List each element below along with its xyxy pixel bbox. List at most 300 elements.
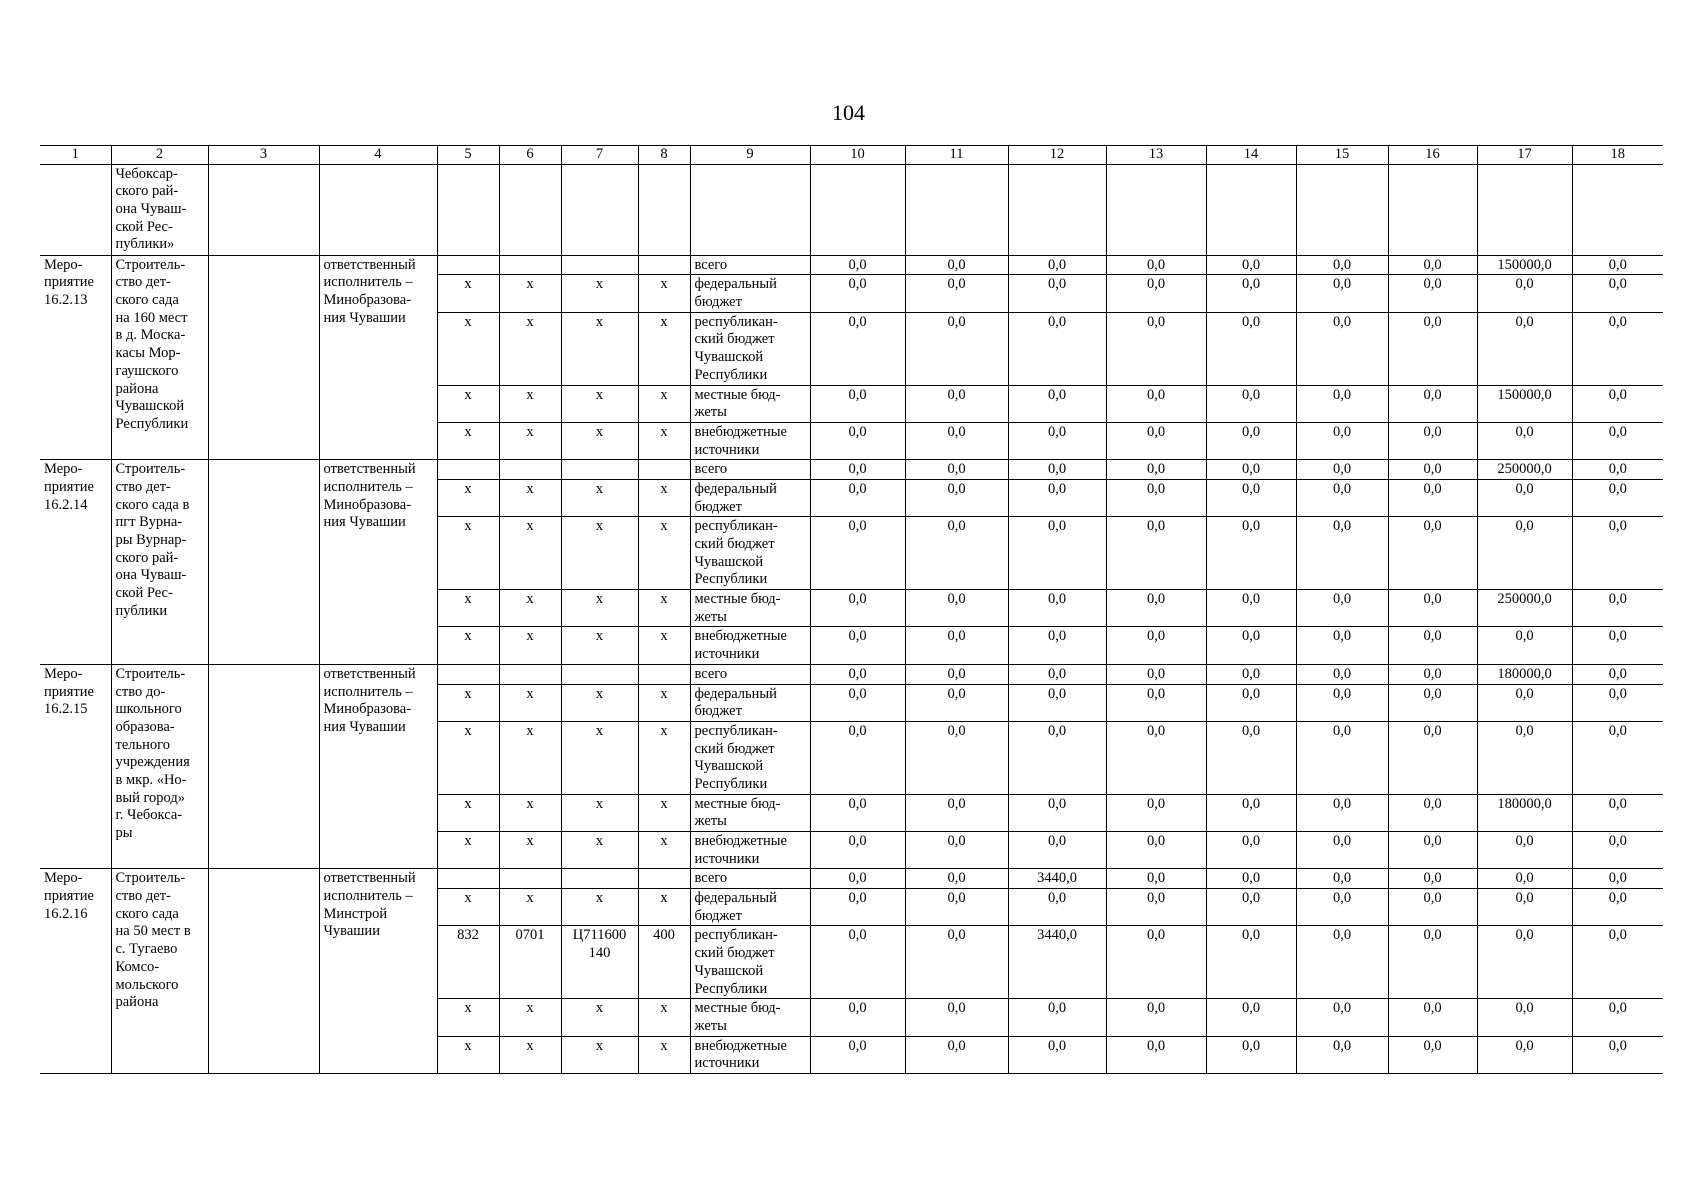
empty-cell [208, 869, 319, 1074]
amount-cell: 0,0 [1296, 1036, 1388, 1073]
gov-code-cell: x [437, 312, 499, 385]
gov-code-cell: x [437, 590, 499, 627]
amount-cell: 0,0 [1388, 590, 1477, 627]
header-cell: 12 [1008, 146, 1106, 165]
target-code-cell: x [561, 721, 638, 794]
amount-cell: 0,0 [1477, 312, 1572, 385]
measure-id-cell: Меро- приятие 16.2.14 [40, 460, 111, 665]
amount-cell: 0,0 [1477, 832, 1572, 869]
funding-source-cell: федеральный бюджет [690, 479, 810, 516]
expense-type-cell: x [638, 479, 690, 516]
amount-cell: 0,0 [1008, 275, 1106, 312]
amount-cell: 0,0 [1106, 664, 1206, 684]
target-code-cell: x [561, 385, 638, 422]
header-cell: 5 [437, 146, 499, 165]
target-code-cell: x [561, 590, 638, 627]
section-code-cell: x [499, 479, 561, 516]
amount-cell: 0,0 [1106, 794, 1206, 831]
header-cell: 7 [561, 146, 638, 165]
gov-code-cell: x [437, 794, 499, 831]
amount-cell: 0,0 [810, 1036, 905, 1073]
amount-cell: 0,0 [1477, 926, 1572, 999]
measure-name-cell: Строитель- ство дет- ского сада на 160 мест в д. Моска- касы Мор- гаушского района Чувашской Республики [111, 255, 208, 460]
table-cell [1008, 164, 1106, 255]
amount-cell: 0,0 [810, 627, 905, 664]
amount-cell: 0,0 [1572, 664, 1663, 684]
amount-cell: 0,0 [1008, 422, 1106, 459]
table-cell [1477, 164, 1572, 255]
funding-source-cell: внебюджетные источники [690, 832, 810, 869]
section-code-cell [499, 664, 561, 684]
amount-cell: 0,0 [1388, 627, 1477, 664]
amount-cell: 0,0 [1206, 832, 1296, 869]
amount-cell: 0,0 [1477, 889, 1572, 926]
amount-cell: 0,0 [1206, 627, 1296, 664]
gov-code-cell [437, 460, 499, 480]
gov-code-cell: x [437, 684, 499, 721]
amount-cell: 0,0 [1106, 869, 1206, 889]
amount-cell: 0,0 [1572, 479, 1663, 516]
gov-code-cell: x [437, 385, 499, 422]
amount-cell: 0,0 [1388, 721, 1477, 794]
amount-cell: 0,0 [1572, 1036, 1663, 1073]
target-code-cell: x [561, 684, 638, 721]
expense-type-cell: x [638, 794, 690, 831]
section-code-cell: x [499, 721, 561, 794]
section-code-cell: x [499, 794, 561, 831]
expense-type-cell: x [638, 312, 690, 385]
amount-cell: 0,0 [1572, 590, 1663, 627]
table-cell [1388, 164, 1477, 255]
amount-cell: 0,0 [1296, 832, 1388, 869]
amount-cell: 0,0 [810, 385, 905, 422]
amount-cell: 0,0 [1388, 1036, 1477, 1073]
amount-cell: 0,0 [1572, 889, 1663, 926]
target-code-cell: x [561, 275, 638, 312]
amount-cell: 250000,0 [1477, 460, 1572, 480]
executor-cell: ответственный исполнитель – Минстрой Чувашии [319, 869, 437, 1074]
amount-cell: 0,0 [810, 422, 905, 459]
amount-cell: 0,0 [1388, 794, 1477, 831]
target-code-cell: x [561, 832, 638, 869]
amount-cell: 0,0 [1206, 794, 1296, 831]
amount-cell: 0,0 [1008, 460, 1106, 480]
amount-cell: 0,0 [1572, 794, 1663, 831]
section-code-cell [499, 255, 561, 275]
amount-cell: 0,0 [1296, 627, 1388, 664]
amount-cell: 0,0 [1572, 275, 1663, 312]
table-row [40, 664, 1663, 684]
table-cell [499, 164, 561, 255]
amount-cell: 0,0 [1388, 312, 1477, 385]
gov-code-cell [437, 664, 499, 684]
amount-cell: 0,0 [1477, 479, 1572, 516]
table-cell [1572, 164, 1663, 255]
amount-cell: 0,0 [1572, 517, 1663, 590]
amount-cell: 0,0 [905, 422, 1008, 459]
amount-cell: 0,0 [1572, 999, 1663, 1036]
amount-cell: 0,0 [1388, 664, 1477, 684]
amount-cell: 3440,0 [1008, 869, 1106, 889]
section-code-cell: x [499, 889, 561, 926]
amount-cell: 0,0 [810, 869, 905, 889]
amount-cell: 0,0 [1008, 721, 1106, 794]
amount-cell: 0,0 [1296, 999, 1388, 1036]
amount-cell: 0,0 [1106, 926, 1206, 999]
amount-cell: 0,0 [1106, 627, 1206, 664]
header-cell: 4 [319, 146, 437, 165]
amount-cell: 0,0 [905, 1036, 1008, 1073]
expense-type-cell [638, 664, 690, 684]
amount-cell: 0,0 [1296, 590, 1388, 627]
target-code-cell: x [561, 422, 638, 459]
amount-cell: 0,0 [810, 590, 905, 627]
gov-code-cell [437, 255, 499, 275]
amount-cell: 0,0 [1106, 312, 1206, 385]
amount-cell: 0,0 [1388, 684, 1477, 721]
amount-cell: 0,0 [1572, 255, 1663, 275]
amount-cell: 0,0 [1388, 385, 1477, 422]
header-cell: 13 [1106, 146, 1206, 165]
expense-type-cell [638, 460, 690, 480]
funding-source-cell: всего [690, 460, 810, 480]
amount-cell: 0,0 [1206, 1036, 1296, 1073]
gov-code-cell [437, 869, 499, 889]
expense-type-cell: 400 [638, 926, 690, 999]
amount-cell: 0,0 [905, 517, 1008, 590]
amount-cell: 0,0 [1388, 422, 1477, 459]
target-code-cell: x [561, 1036, 638, 1073]
header-cell: 11 [905, 146, 1008, 165]
gov-code-cell: x [437, 517, 499, 590]
amount-cell: 0,0 [905, 275, 1008, 312]
amount-cell: 0,0 [905, 479, 1008, 516]
section-code-cell: x [499, 684, 561, 721]
header-cell: 16 [1388, 146, 1477, 165]
amount-cell: 0,0 [1008, 312, 1106, 385]
measure-id-cell: Меро- приятие 16.2.13 [40, 255, 111, 460]
amount-cell: 0,0 [1477, 999, 1572, 1036]
expense-type-cell [638, 869, 690, 889]
amount-cell: 0,0 [810, 889, 905, 926]
amount-cell: 0,0 [905, 889, 1008, 926]
table-row [40, 460, 1663, 480]
amount-cell: 0,0 [1388, 255, 1477, 275]
amount-cell: 0,0 [1106, 721, 1206, 794]
expense-type-cell: x [638, 422, 690, 459]
amount-cell: 0,0 [1296, 721, 1388, 794]
amount-cell: 0,0 [1572, 460, 1663, 480]
amount-cell: 0,0 [905, 869, 1008, 889]
section-code-cell: x [499, 517, 561, 590]
amount-cell: 0,0 [1296, 460, 1388, 480]
funding-source-cell: федеральный бюджет [690, 275, 810, 312]
amount-cell: 0,0 [1296, 926, 1388, 999]
section-code-cell: x [499, 385, 561, 422]
amount-cell: 0,0 [1477, 684, 1572, 721]
amount-cell: 0,0 [1008, 255, 1106, 275]
header-cell: 15 [1296, 146, 1388, 165]
header-cell: 3 [208, 146, 319, 165]
amount-cell: 0,0 [1008, 664, 1106, 684]
amount-cell: 150000,0 [1477, 385, 1572, 422]
header-cell: 8 [638, 146, 690, 165]
amount-cell: 0,0 [1206, 312, 1296, 385]
page-number: 104 [832, 100, 865, 125]
target-code-cell [561, 869, 638, 889]
amount-cell: 0,0 [1296, 385, 1388, 422]
amount-cell: 0,0 [1388, 869, 1477, 889]
amount-cell: 0,0 [1206, 275, 1296, 312]
table-cell [1296, 164, 1388, 255]
target-code-cell: x [561, 479, 638, 516]
amount-cell: 0,0 [810, 926, 905, 999]
intro-row [40, 164, 1663, 255]
target-code-cell: x [561, 517, 638, 590]
target-code-cell: x [561, 627, 638, 664]
amount-cell: 0,0 [1572, 684, 1663, 721]
executor-cell: ответственный исполнитель – Минобразова- ния Чувашии [319, 255, 437, 460]
funding-source-cell: внебюджетные источники [690, 627, 810, 664]
expense-type-cell: x [638, 999, 690, 1036]
expense-type-cell: x [638, 385, 690, 422]
table-cell [319, 164, 437, 255]
amount-cell: 0,0 [1106, 517, 1206, 590]
amount-cell: 0,0 [1477, 275, 1572, 312]
amount-cell: 0,0 [1106, 275, 1206, 312]
funding-source-cell: республикан- ский бюджет Чувашской Республики [690, 926, 810, 999]
amount-cell: 150000,0 [1477, 255, 1572, 275]
funding-source-cell: местные бюд- жеты [690, 794, 810, 831]
header-cell: 6 [499, 146, 561, 165]
gov-code-cell: x [437, 275, 499, 312]
section-code-cell [499, 460, 561, 480]
gov-code-cell: 832 [437, 926, 499, 999]
amount-cell: 0,0 [1296, 312, 1388, 385]
funding-source-cell: всего [690, 869, 810, 889]
amount-cell: 0,0 [905, 684, 1008, 721]
amount-cell: 0,0 [810, 275, 905, 312]
amount-cell: 0,0 [810, 479, 905, 516]
empty-cell [208, 664, 319, 869]
funding-source-cell: федеральный бюджет [690, 889, 810, 926]
amount-cell: 0,0 [810, 794, 905, 831]
amount-cell: 0,0 [810, 721, 905, 794]
gov-code-cell: x [437, 999, 499, 1036]
table-row [40, 869, 1663, 889]
measure-name-cell: Строитель- ство дет- ского сада на 50 мест в с. Тугаево Комсо- мольского района [111, 869, 208, 1074]
amount-cell: 0,0 [1008, 590, 1106, 627]
header-cell: 2 [111, 146, 208, 165]
header-cell: 14 [1206, 146, 1296, 165]
measure-id-cell: Меро- приятие 16.2.16 [40, 869, 111, 1074]
funding-source-cell: внебюджетные источники [690, 1036, 810, 1073]
header-cell: 9 [690, 146, 810, 165]
gov-code-cell: x [437, 889, 499, 926]
amount-cell: 0,0 [905, 460, 1008, 480]
header-cell: 1 [40, 146, 111, 165]
table-cell [810, 164, 905, 255]
amount-cell: 0,0 [1388, 999, 1477, 1036]
amount-cell: 0,0 [1008, 479, 1106, 516]
amount-cell: 0,0 [1388, 479, 1477, 516]
gov-code-cell: x [437, 1036, 499, 1073]
amount-cell: 0,0 [1008, 999, 1106, 1036]
gov-code-cell: x [437, 479, 499, 516]
table-row [40, 255, 1663, 275]
amount-cell: 0,0 [810, 999, 905, 1036]
amount-cell: 0,0 [1477, 721, 1572, 794]
amount-cell: 0,0 [1296, 684, 1388, 721]
amount-cell: 0,0 [1106, 479, 1206, 516]
amount-cell: 0,0 [1388, 275, 1477, 312]
amount-cell: 0,0 [905, 590, 1008, 627]
amount-cell: 0,0 [905, 721, 1008, 794]
funding-source-cell: всего [690, 255, 810, 275]
amount-cell: 0,0 [1296, 869, 1388, 889]
gov-code-cell: x [437, 832, 499, 869]
amount-cell: 0,0 [1206, 590, 1296, 627]
expense-type-cell: x [638, 1036, 690, 1073]
amount-cell: 0,0 [1477, 869, 1572, 889]
expense-type-cell: x [638, 275, 690, 312]
amount-cell: 0,0 [810, 312, 905, 385]
amount-cell: 0,0 [1008, 832, 1106, 869]
continued-name-cell: Чебоксар- ского рай- она Чуваш- ской Рес- публики» [111, 164, 208, 255]
funding-source-cell: внебюджетные источники [690, 422, 810, 459]
expense-type-cell: x [638, 590, 690, 627]
target-code-cell [561, 664, 638, 684]
target-code-cell [561, 460, 638, 480]
expense-type-cell: x [638, 832, 690, 869]
expense-type-cell: x [638, 889, 690, 926]
table-cell [40, 164, 111, 255]
amount-cell: 0,0 [1572, 721, 1663, 794]
amount-cell: 0,0 [810, 832, 905, 869]
amount-cell: 0,0 [1206, 926, 1296, 999]
measure-name-cell: Строитель- ство до- школьного образова- тельного учреждения в мкр. «Но- вый город» г. Чебокса- ры [111, 664, 208, 869]
section-code-cell: x [499, 999, 561, 1036]
expense-type-cell: x [638, 627, 690, 664]
table-cell [437, 164, 499, 255]
amount-cell: 0,0 [905, 312, 1008, 385]
amount-cell: 0,0 [1572, 832, 1663, 869]
amount-cell: 0,0 [1106, 684, 1206, 721]
target-code-cell: x [561, 889, 638, 926]
header-cell: 18 [1572, 146, 1663, 165]
amount-cell: 0,0 [1008, 889, 1106, 926]
section-code-cell: x [499, 832, 561, 869]
funding-source-cell: республикан- ский бюджет Чувашской Республики [690, 312, 810, 385]
target-code-cell: x [561, 999, 638, 1036]
amount-cell: 0,0 [810, 684, 905, 721]
amount-cell: 0,0 [1206, 889, 1296, 926]
amount-cell: 0,0 [1206, 422, 1296, 459]
amount-cell: 0,0 [1296, 794, 1388, 831]
funding-source-cell: всего [690, 664, 810, 684]
amount-cell: 0,0 [905, 794, 1008, 831]
amount-cell: 0,0 [1008, 517, 1106, 590]
budget-table [40, 145, 1663, 1074]
funding-source-cell: местные бюд- жеты [690, 385, 810, 422]
expense-type-cell: x [638, 517, 690, 590]
amount-cell: 0,0 [1206, 721, 1296, 794]
section-code-cell: x [499, 422, 561, 459]
amount-cell: 0,0 [1296, 275, 1388, 312]
funding-source-cell: местные бюд- жеты [690, 999, 810, 1036]
amount-cell: 0,0 [1008, 627, 1106, 664]
amount-cell: 0,0 [905, 832, 1008, 869]
table-cell [561, 164, 638, 255]
amount-cell: 0,0 [1106, 385, 1206, 422]
target-code-cell [561, 255, 638, 275]
executor-cell: ответственный исполнитель – Минобразова- ния Чувашии [319, 664, 437, 869]
table-cell [208, 164, 319, 255]
amount-cell: 0,0 [1008, 385, 1106, 422]
amount-cell: 3440,0 [1008, 926, 1106, 999]
amount-cell: 0,0 [905, 664, 1008, 684]
table-cell [1206, 164, 1296, 255]
measure-id-cell: Меро- приятие 16.2.15 [40, 664, 111, 869]
amount-cell: 0,0 [1106, 1036, 1206, 1073]
amount-cell: 250000,0 [1477, 590, 1572, 627]
table-cell [638, 164, 690, 255]
amount-cell: 0,0 [1106, 590, 1206, 627]
amount-cell: 0,0 [1572, 385, 1663, 422]
amount-cell: 0,0 [1206, 999, 1296, 1036]
amount-cell: 0,0 [905, 627, 1008, 664]
amount-cell: 0,0 [810, 255, 905, 275]
empty-cell [208, 255, 319, 460]
amount-cell: 0,0 [1206, 385, 1296, 422]
measure-name-cell: Строитель- ство дет- ского сада в пгт Вурна- ры Вурнар- ского рай- она Чуваш- ской Рес- публики [111, 460, 208, 665]
section-code-cell: 0701 [499, 926, 561, 999]
table-cell [905, 164, 1008, 255]
amount-cell: 0,0 [1296, 255, 1388, 275]
gov-code-cell: x [437, 721, 499, 794]
amount-cell: 0,0 [1388, 460, 1477, 480]
header-cell: 10 [810, 146, 905, 165]
amount-cell: 0,0 [1106, 255, 1206, 275]
amount-cell: 0,0 [1477, 517, 1572, 590]
expense-type-cell: x [638, 721, 690, 794]
funding-source-cell: федеральный бюджет [690, 684, 810, 721]
amount-cell: 0,0 [1477, 422, 1572, 459]
amount-cell: 0,0 [1477, 1036, 1572, 1073]
funding-source-cell: республикан- ский бюджет Чувашской Республики [690, 721, 810, 794]
amount-cell: 0,0 [810, 517, 905, 590]
header-row [40, 146, 1663, 165]
amount-cell: 0,0 [1388, 889, 1477, 926]
gov-code-cell: x [437, 627, 499, 664]
amount-cell: 0,0 [1572, 869, 1663, 889]
amount-cell: 0,0 [1106, 999, 1206, 1036]
amount-cell: 0,0 [1572, 926, 1663, 999]
amount-cell: 0,0 [1206, 684, 1296, 721]
amount-cell: 0,0 [905, 255, 1008, 275]
empty-cell [208, 460, 319, 665]
section-code-cell: x [499, 312, 561, 385]
amount-cell: 0,0 [1572, 312, 1663, 385]
amount-cell: 0,0 [1296, 517, 1388, 590]
amount-cell: 0,0 [810, 664, 905, 684]
funding-source-cell: местные бюд- жеты [690, 590, 810, 627]
section-code-cell: x [499, 1036, 561, 1073]
amount-cell: 0,0 [1206, 255, 1296, 275]
amount-cell: 0,0 [1572, 422, 1663, 459]
amount-cell: 0,0 [1206, 479, 1296, 516]
header-cell: 17 [1477, 146, 1572, 165]
